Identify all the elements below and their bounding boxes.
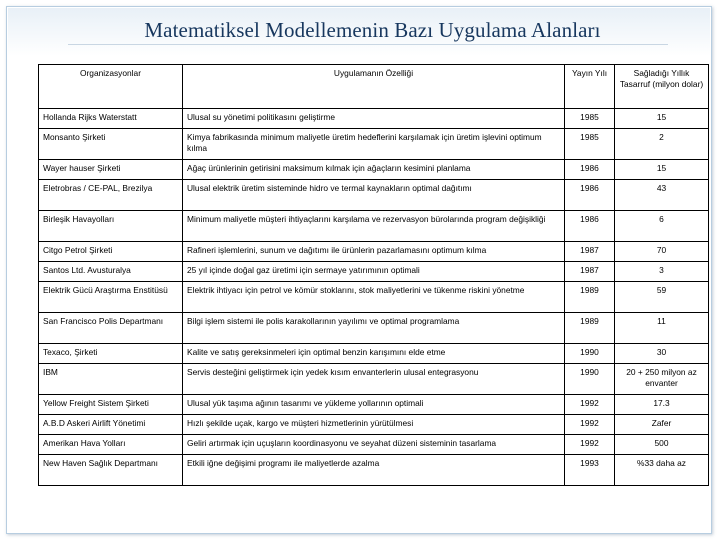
cell-feature: Hızlı şekilde uçak, kargo ve müşteri hizmetlerinin yürütülmesi <box>183 415 565 435</box>
title-divider <box>68 44 668 45</box>
cell-year: 1985 <box>565 109 615 129</box>
table-row <box>39 415 709 435</box>
table-row <box>39 211 709 242</box>
cell-feature: 25 yıl içinde doğal gaz üretimi için sermaye yatırımının optimali <box>183 262 565 282</box>
cell-feature: Geliri artırmak için uçuşların koordinasyonu ve seyahat düzeni sisteminin tasarlama <box>183 435 565 455</box>
cell-organization: Elektrik Gücü Araştırma Enstitüsü <box>39 282 183 313</box>
cell-feature: Kimya fabrikasında minimum maliyetle üretim hedeflerini karşılamak için üretim işlevini optimum kılma <box>183 129 565 160</box>
cell-feature: Bilgi işlem sistemi ile polis karakollarının yayılımı ve optimal programlama <box>183 313 565 344</box>
cell-year: 1987 <box>565 242 615 262</box>
cell-organization: Wayer hauser Şirketi <box>39 160 183 180</box>
table-row <box>39 435 709 455</box>
cell-year: 1989 <box>565 282 615 313</box>
table-body <box>39 109 709 486</box>
cell-feature: Ulusal su yönetimi politikasını geliştirme <box>183 109 565 129</box>
cell-savings: 3 <box>615 262 709 282</box>
table-row <box>39 129 709 160</box>
cell-savings: 500 <box>615 435 709 455</box>
cell-feature: Etkili iğne değişimi programı ile maliyetlerde azalma <box>183 455 565 486</box>
cell-feature: Kalite ve satış gereksinmeleri için optimal benzin karışımını elde etme <box>183 344 565 364</box>
cell-savings: 15 <box>615 109 709 129</box>
table-row <box>39 262 709 282</box>
cell-organization: Yellow Freight Sistem Şirketi <box>39 395 183 415</box>
applications-table <box>38 64 709 486</box>
cell-savings: 15 <box>615 160 709 180</box>
table-header-row <box>39 65 709 109</box>
cell-savings: 2 <box>615 129 709 160</box>
slide-title: Matematiksel Modellemenin Bazı Uygulama Alanları <box>144 18 601 42</box>
cell-year: 1986 <box>565 160 615 180</box>
header-organizations: Organizasyonlar <box>39 65 183 109</box>
cell-organization: IBM <box>39 364 183 395</box>
table-row <box>39 109 709 129</box>
cell-feature: Rafineri işlemlerini, sunum ve dağıtımı ile ürünlerin pazarlamasını optimum kılma <box>183 242 565 262</box>
cell-organization: Eletrobras / CE-PAL, Brezilya <box>39 180 183 211</box>
cell-organization: Monsanto Şirketi <box>39 129 183 160</box>
table-row <box>39 242 709 262</box>
cell-year: 1990 <box>565 364 615 395</box>
cell-savings: 43 <box>615 180 709 211</box>
cell-savings: %33 daha az <box>615 455 709 486</box>
cell-year: 1992 <box>565 395 615 415</box>
table-row <box>39 180 709 211</box>
cell-savings: Zafer <box>615 415 709 435</box>
cell-year: 1992 <box>565 435 615 455</box>
cell-year: 1993 <box>565 455 615 486</box>
header-publication-year: Yayın Yılı <box>565 65 615 109</box>
cell-feature: Servis desteğini geliştirmek için yedek kısım envanterlerin ulusal entegrasyonu <box>183 364 565 395</box>
cell-feature: Ulusal elektrik üretim sisteminde hidro ve termal kaynakların optimal dağıtımı <box>183 180 565 211</box>
cell-organization: Santos Ltd. Avusturalya <box>39 262 183 282</box>
header-annual-savings: Sağladığı Yıllık Tasarruf (milyon dolar) <box>615 65 709 109</box>
cell-year: 1986 <box>565 211 615 242</box>
table-row <box>39 455 709 486</box>
cell-year: 1992 <box>565 415 615 435</box>
cell-savings: 17.3 <box>615 395 709 415</box>
cell-organization: Birleşik Havayolları <box>39 211 183 242</box>
table-row <box>39 282 709 313</box>
cell-organization: San Francisco Polis Departmanı <box>39 313 183 344</box>
table-row <box>39 395 709 415</box>
cell-feature: Elektrik ihtiyacı için petrol ve kömür stoklarını, stok maliyetlerini ve tükenme riskini yönetme <box>183 282 565 313</box>
cell-feature: Ağaç ürünlerinin getirisini maksimum kılmak için ağaçların kesimini planlama <box>183 160 565 180</box>
cell-savings: 11 <box>615 313 709 344</box>
table-row <box>39 344 709 364</box>
cell-savings: 30 <box>615 344 709 364</box>
cell-year: 1985 <box>565 129 615 160</box>
header-application-feature: Uygulamanın Özelliği <box>183 65 565 109</box>
cell-savings: 59 <box>615 282 709 313</box>
cell-year: 1990 <box>565 344 615 364</box>
table-row <box>39 313 709 344</box>
cell-organization: Hollanda Rijks Waterstatt <box>39 109 183 129</box>
cell-organization: Texaco, Şirketi <box>39 344 183 364</box>
cell-year: 1989 <box>565 313 615 344</box>
cell-organization: Amerikan Hava Yolları <box>39 435 183 455</box>
table-row <box>39 160 709 180</box>
cell-organization: Citgo Petrol Şirketi <box>39 242 183 262</box>
table-row <box>39 364 709 395</box>
cell-savings: 70 <box>615 242 709 262</box>
cell-organization: A.B.D Askeri Airlift Yönetimi <box>39 415 183 435</box>
cell-year: 1986 <box>565 180 615 211</box>
cell-feature: Minimum maliyetle müşteri ihtiyaçlarını karşılama ve rezervasyon bürolarında program değişikliği <box>183 211 565 242</box>
cell-year: 1987 <box>565 262 615 282</box>
cell-savings: 6 <box>615 211 709 242</box>
cell-savings: 20 + 250 milyon az envanter <box>615 364 709 395</box>
cell-feature: Ulusal yük taşıma ağının tasarımı ve yükleme yollarının optimali <box>183 395 565 415</box>
cell-organization: New Haven Sağlık Departmanı <box>39 455 183 486</box>
